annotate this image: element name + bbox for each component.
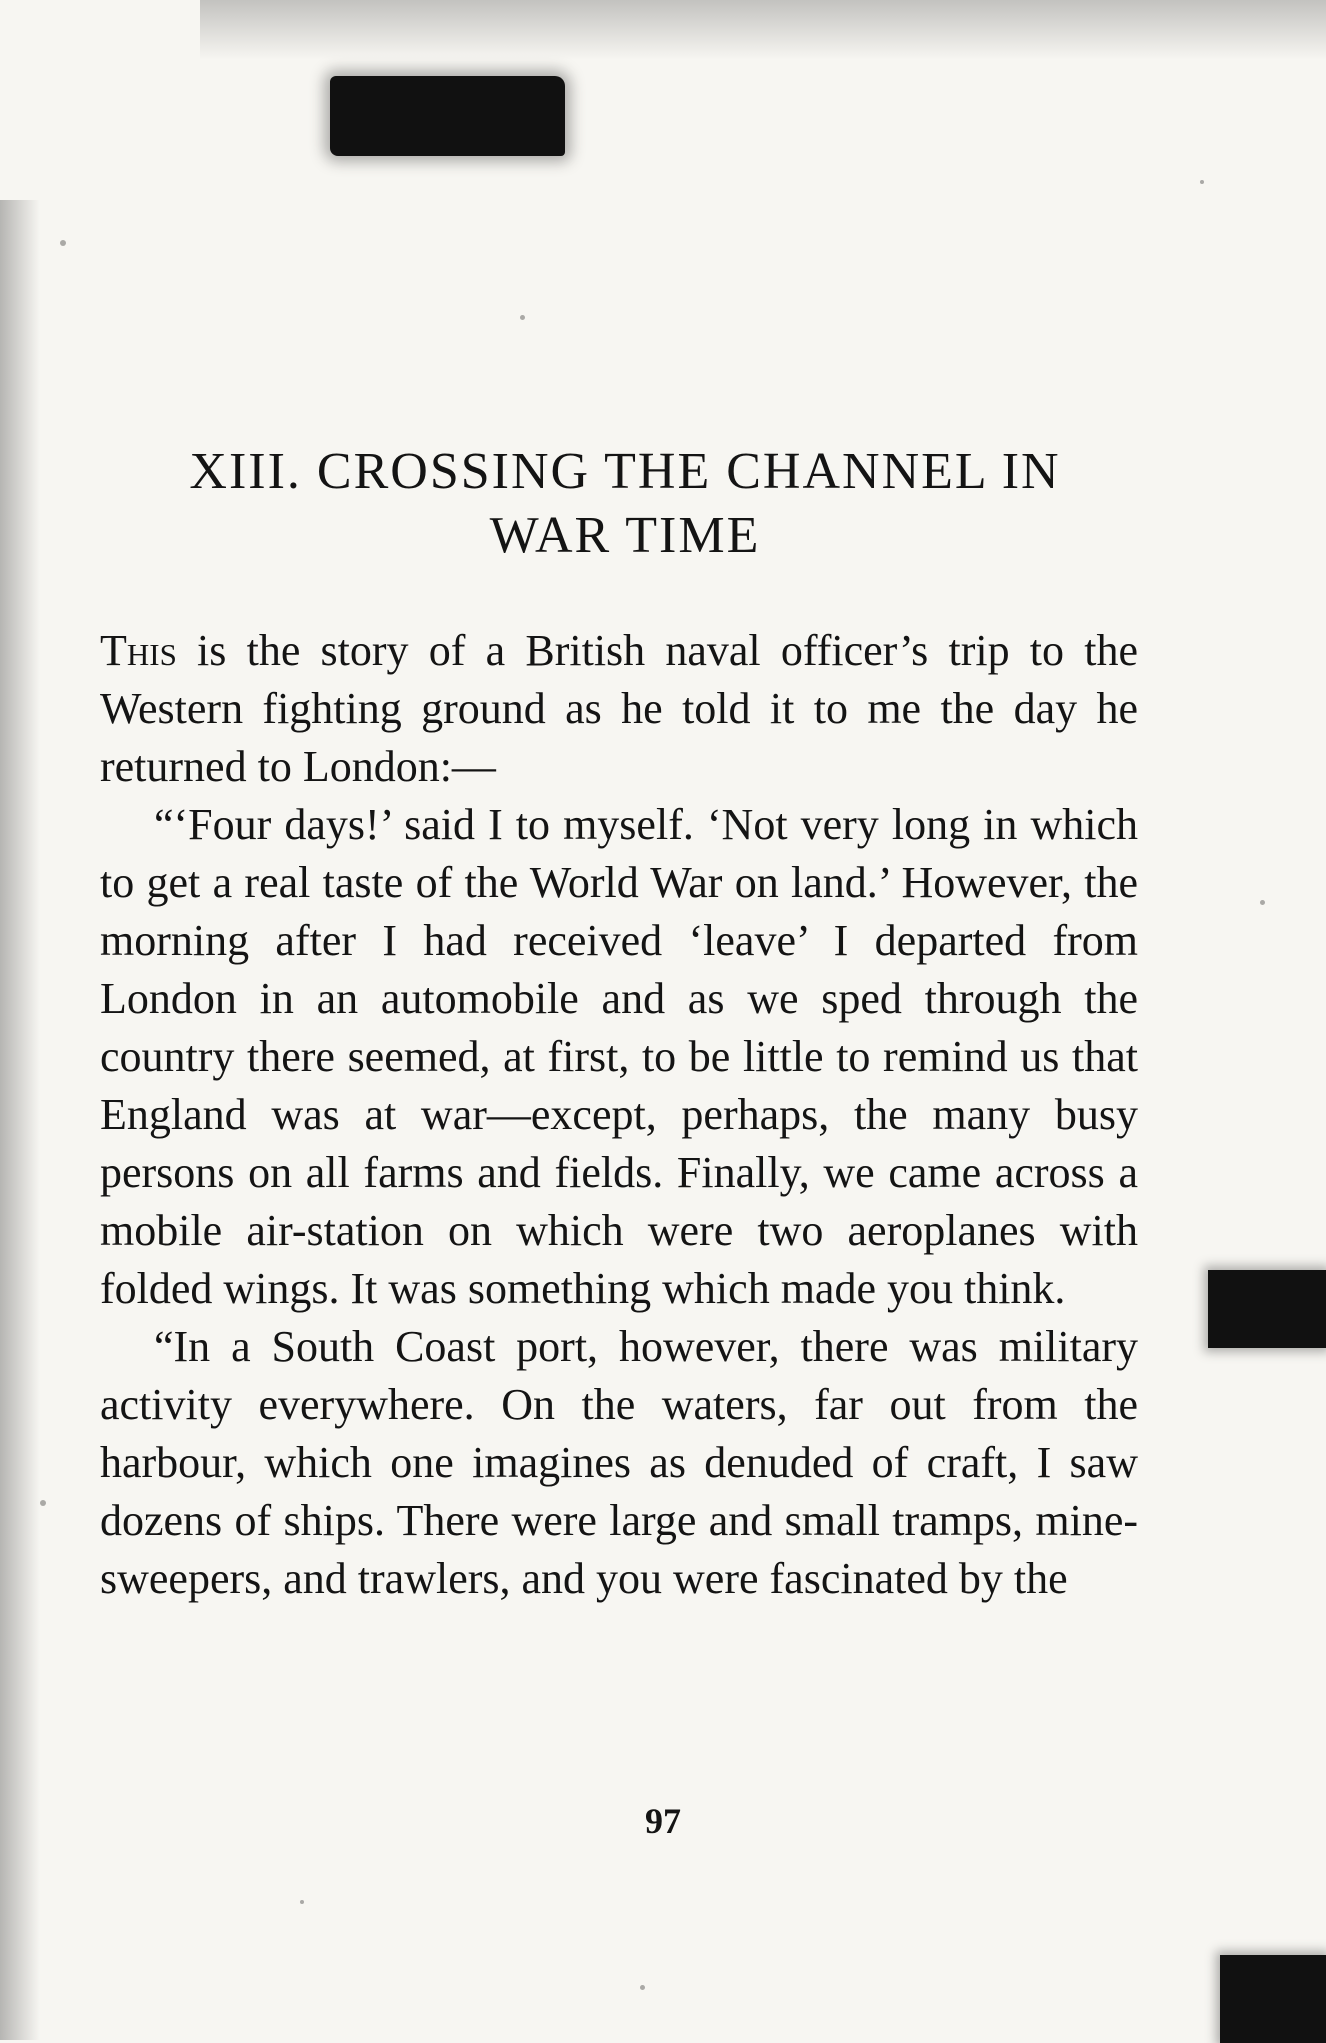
- chapter-heading-line-1: XIII. CROSSING THE CHANNEL IN: [189, 443, 1061, 500]
- scan-speckle: [1200, 180, 1204, 184]
- ink-blot-bottom-right: [1220, 1955, 1326, 2043]
- paragraph-1: [100, 622, 1138, 796]
- paragraph-2: “‘Four days!’ said I to myself. ‘Not very long in which to get a real taste of the World War on land.’ However, the morning after I had received ‘leave’ I departed from London in an automobile and as we sped through the country there seemed, at first, to be little to remind us that England was at war—except, perhaps, the many busy persons on all farms and fields. Finally, we came across a mobile air-station on which were two aeroplanes with folded wings. It was something which made you think.: [100, 800, 1138, 1313]
- chapter-heading-line-2: WAR TIME: [489, 507, 761, 564]
- scan-speckle: [60, 240, 66, 246]
- paragraph-3: “In a South Coast port, however, there was military activity everywhere. On the waters, far out from the harbour, which one imagines as denuded of craft, I saw dozens of ships. There were large and small tramps, mine-sweepers, and trawlers, and you were fascinated by the: [100, 1322, 1138, 1603]
- scan-speckle: [1260, 900, 1265, 905]
- scan-speckle: [40, 1500, 46, 1506]
- page-number: 97: [645, 1801, 681, 1841]
- opening-word: This: [100, 626, 177, 675]
- ink-blot-top: [330, 76, 565, 156]
- paragraph-1-text: is the story of a British naval officer’s trip to the Western fighting ground as he told it to me the day he returned to London:—: [100, 626, 1138, 791]
- chapter-heading: [105, 440, 1145, 568]
- scan-speckle: [300, 1900, 304, 1904]
- scan-edge-shadow-top: [200, 0, 1326, 60]
- scan-speckle: [520, 315, 525, 320]
- scan-speckle: [640, 1985, 645, 1990]
- scan-edge-shadow-left: [0, 200, 40, 2040]
- ink-blot-right: [1208, 1270, 1326, 1348]
- body-text: [100, 622, 1138, 1608]
